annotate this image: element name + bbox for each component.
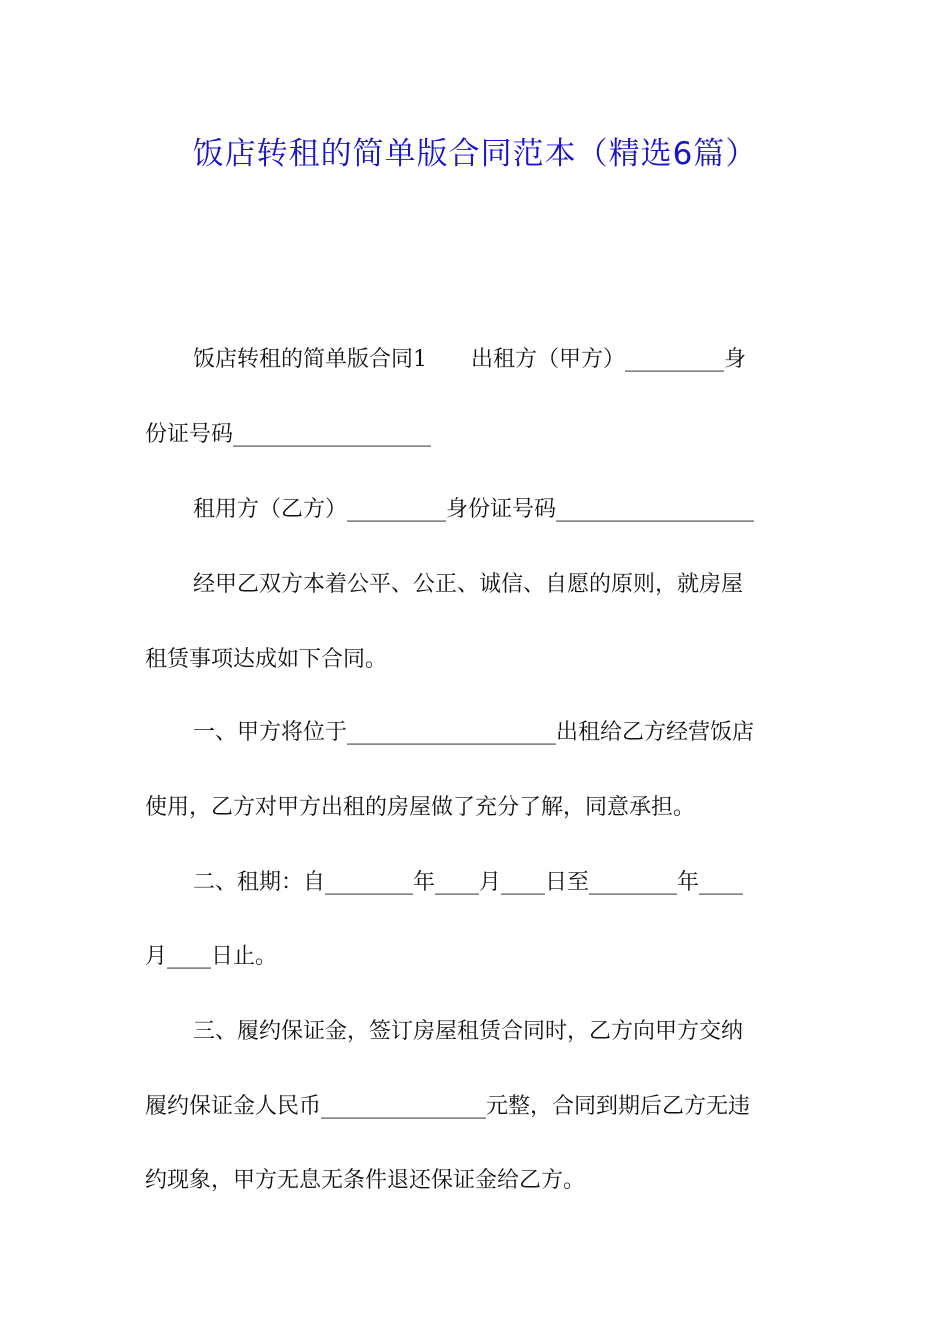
text-line: 经甲乙双方本着公平、公正、诚信、自愿的原则，就房屋 xyxy=(193,572,744,597)
text-line: 履约保证金人民币_______________元整，合同到期后乙方无违 xyxy=(145,1094,751,1119)
document-title: 饭店转租的简单版合同范本（精选6篇） xyxy=(192,136,758,172)
text-line: 三、履约保证金，签订房屋租赁合同时，乙方向甲方交纳 xyxy=(193,1019,744,1044)
text-line: 月____日止。 xyxy=(145,944,278,969)
text-line: 租用方（乙方）_________身份证号码__________________ xyxy=(193,497,755,522)
text-line: 约现象，甲方无息无条件退还保证金给乙方。 xyxy=(145,1168,586,1193)
text-line: 份证号码__________________ xyxy=(145,422,432,447)
text-line: 二、租期：自________年____月____日至________年____ xyxy=(193,870,744,895)
text-line: 一、甲方将位于___________________出租给乙方经营饭店 xyxy=(193,720,755,745)
text-line: 租赁事项达成如下合同。 xyxy=(145,647,388,672)
text-line: 使用，乙方对甲方出租的房屋做了充分了解，同意承担。 xyxy=(145,795,696,820)
text-line: 饭店转租的简单版合同1 出租方（甲方）_________身 xyxy=(193,347,746,372)
